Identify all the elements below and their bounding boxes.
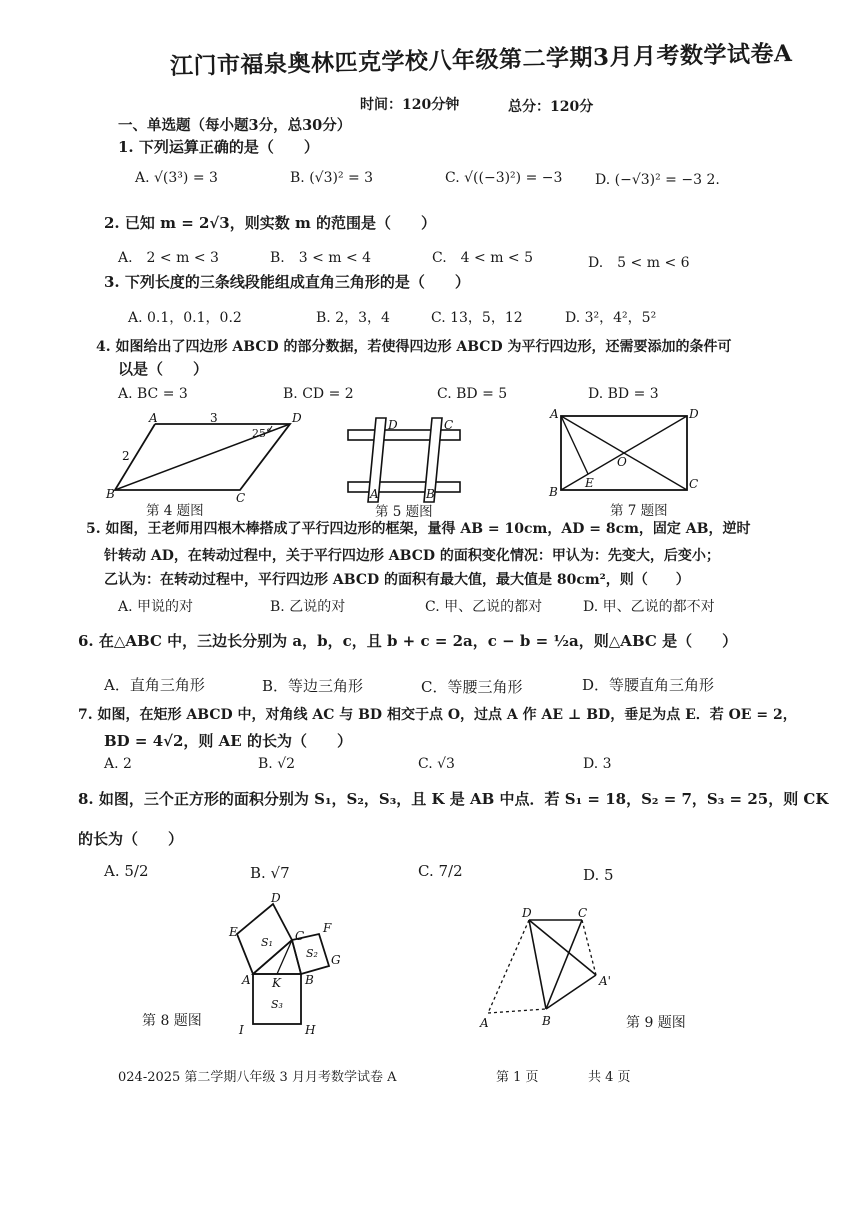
- figure-7-label-o: O: [617, 455, 627, 469]
- figure-9-label-c: C: [578, 906, 588, 920]
- question-1-option-a: A. √(3³) = 3: [135, 170, 218, 186]
- figure-8-label-b: B: [305, 973, 314, 987]
- figure-8-segment-ck: [277, 940, 292, 974]
- footer-total-pages: 共 4 页: [588, 1070, 631, 1085]
- question-2-stem: 2. 已知 m = 2√3，则实数 m 的范围是（ ）: [104, 214, 437, 232]
- question-3-option-b: B. 2，3，4: [316, 310, 390, 326]
- question-4-stem-line1: 4. 如图给出了四边形 ABCD 的部分数据，若使得四边形 ABCD 为平行四边形，还需要添加的条件可: [96, 339, 732, 355]
- figure-8-label-d: D: [271, 891, 281, 905]
- page-title: 江门市福泉奥林匹克学校八年级第二学期3月月考数学试卷A: [169, 39, 793, 80]
- question-7-stem-line1: 7. 如图，在矩形 ABCD 中，对角线 AC 与 BD 相交于点 O，过点 A 作 AE ⊥ BD，垂足为点 E．若 OE = 2，: [78, 707, 797, 723]
- section-heading: 一、单选题（每小题3分，总30分）: [118, 117, 352, 134]
- figure-4-label-d: D: [292, 411, 302, 425]
- figure-5-label-a: A: [370, 487, 379, 501]
- figure-9-label-a-prime: A': [599, 974, 611, 988]
- figure-5-diagram: [340, 412, 470, 504]
- figure-8-label-c: C: [295, 929, 305, 943]
- question-5-option-c: C. 甲、乙说的都对: [425, 599, 543, 615]
- figure-8-caption: 第 8 题图: [142, 1013, 202, 1029]
- figure-8-diagram: [225, 890, 365, 1040]
- figure-9-segment-da-dashed: [488, 920, 529, 1013]
- figure-4-diagram: [100, 410, 310, 505]
- figure-9-label-b: B: [542, 1014, 551, 1028]
- question-3-option-c: C. 13，5，12: [431, 310, 523, 326]
- figure-7-label-a: A: [550, 407, 559, 421]
- figure-9-segment-ab-dashed: [488, 1009, 546, 1013]
- question-5-stem-line3: 乙认为：在转动过程中，平行四边形 ABCD 的面积有最大值，最大值是 80cm²，则（ ）: [104, 572, 690, 588]
- figure-5-bottom-stick: [348, 482, 460, 492]
- figure-8-label-s1: S₁: [261, 936, 273, 949]
- figure-7-label-b: B: [549, 485, 558, 499]
- question-5-stem-line2: 针转动 AD，在转动过程中，关于平行四边形 ABCD 的面积变化情况：甲认为：先变大，后变小；: [104, 548, 720, 564]
- footer-page-number: 第 1 页: [496, 1070, 539, 1085]
- question-1-option-c: C. √((−3)²) = −3: [445, 170, 563, 186]
- footer-exam-name: 024-2025 第二学期八年级 3 月月考数学试卷 A: [118, 1070, 397, 1085]
- question-8-stem-line2: 的长为（ ）: [78, 830, 184, 848]
- figure-4-label-angle: 25°: [252, 427, 272, 440]
- question-5-option-b: B. 乙说的对: [270, 599, 346, 615]
- figure-5-label-b: B: [426, 487, 435, 501]
- figure-9-segment-ca2-dashed: [582, 920, 596, 975]
- question-7-option-d: D. 3: [583, 756, 612, 772]
- question-1-option-b: B. (√3)² = 3: [290, 170, 374, 186]
- figure-7-label-c: C: [689, 477, 699, 491]
- figure-4-label-c: C: [236, 491, 246, 505]
- question-7-option-b: B. √2: [258, 756, 296, 772]
- question-6-option-a: A．直角三角形: [104, 676, 205, 694]
- question-5-option-d: D. 甲、乙说的都不对: [583, 599, 715, 615]
- question-2-option-b: B. 3 < m < 4: [270, 250, 372, 266]
- figure-8-label-h: H: [305, 1023, 316, 1037]
- figure-8-label-s3: S₃: [271, 998, 283, 1011]
- question-6-stem: 6. 在△ABC 中，三边长分别为 a，b，c，且 b + c = 2a，c − b = ½a，则△ABC 是（ ）: [78, 632, 738, 650]
- question-7-stem-line2: BD = 4√2，则 AE 的长为（ ）: [104, 732, 352, 750]
- figure-4-caption: 第 4 题图: [146, 503, 204, 519]
- figure-7-caption: 第 7 题图: [610, 503, 668, 519]
- question-5-option-a: A. 甲说的对: [118, 599, 194, 615]
- figure-8-label-g: G: [331, 953, 341, 967]
- figure-9-segment-db: [529, 920, 546, 1009]
- question-4-option-a: A. BC = 3: [118, 386, 188, 402]
- exam-time: 时间：120分钟: [360, 97, 460, 113]
- question-8-option-a: A. 5/2: [104, 862, 149, 880]
- figure-8-label-e: E: [229, 925, 238, 939]
- question-4-option-b: B. CD = 2: [283, 386, 354, 402]
- question-6-option-c: C．等腰三角形: [421, 678, 523, 696]
- figure-5-label-d: D: [388, 418, 398, 432]
- figure-4-label-a: A: [149, 411, 158, 425]
- figure-9-label-a: A: [480, 1016, 489, 1030]
- question-4-option-d: D. BD = 3: [588, 386, 659, 402]
- question-2-option-d: D. 5 < m < 6: [588, 255, 690, 271]
- question-2-option-a: A. 2 < m < 3: [118, 250, 219, 266]
- question-6-option-d: D．等腰直角三角形: [582, 676, 715, 694]
- figure-7-label-d: D: [689, 407, 699, 421]
- question-8-option-c: C. 7/2: [418, 862, 463, 880]
- question-1-option-d: D. (−√3)² = −3 2.: [595, 172, 720, 188]
- figure-5-caption: 第 5 题图: [375, 504, 433, 520]
- exam-total-score: 总分：120分: [508, 99, 594, 115]
- figure-9-label-d: D: [522, 906, 532, 920]
- figure-8-label-f: F: [323, 921, 332, 935]
- question-1-stem: 1. 下列运算正确的是（ ）: [118, 138, 319, 156]
- question-4-stem-line2: 以是（ ）: [118, 360, 209, 378]
- question-6-option-b: B．等边三角形: [262, 677, 364, 695]
- figure-8-label-i: I: [239, 1023, 244, 1037]
- question-3-stem: 3. 下列长度的三条线段能组成直角三角形的是（ ）: [104, 273, 470, 291]
- question-8-option-d: D. 5: [583, 866, 614, 884]
- question-8-stem-line1: 8. 如图，三个正方形的面积分别为 S₁，S₂，S₃，且 K 是 AB 中点．若 S₁ = 18，S₂ = 7，S₃ = 25，则 CK: [78, 790, 829, 808]
- question-8-option-b: B. √7: [250, 864, 290, 882]
- figure-4-label-b: B: [106, 487, 115, 501]
- figure-4-label-side-ad: 3: [210, 411, 218, 425]
- figure-9-segment-cb: [546, 920, 582, 1009]
- question-7-option-a: A. 2: [104, 756, 132, 772]
- figure-5-label-c: C: [444, 418, 454, 432]
- question-7-option-c: C. √3: [418, 756, 455, 772]
- figure-8-label-k: K: [272, 976, 281, 990]
- figure-9-caption: 第 9 题图: [626, 1015, 686, 1031]
- question-2-option-c: C. 4 < m < 5: [432, 250, 534, 266]
- figure-7-diagram: [545, 408, 705, 500]
- question-4-option-c: C. BD = 5: [437, 386, 508, 402]
- figure-4-label-side-ab: 2: [122, 449, 130, 463]
- question-3-option-a: A. 0.1，0.1，0.2: [128, 310, 242, 326]
- figure-7-label-e: E: [585, 476, 594, 490]
- figure-8-label-s2: S₂: [306, 947, 318, 960]
- figure-9-diagram: [478, 905, 618, 1035]
- question-5-stem-line1: 5. 如图，王老师用四根木棒搭成了平行四边形的框架，量得 AB = 10cm，AD = 8cm，固定 AB，逆时: [86, 521, 751, 537]
- figure-8-label-a: A: [242, 973, 251, 987]
- question-3-option-d: D. 3²，4²，5²: [565, 310, 657, 326]
